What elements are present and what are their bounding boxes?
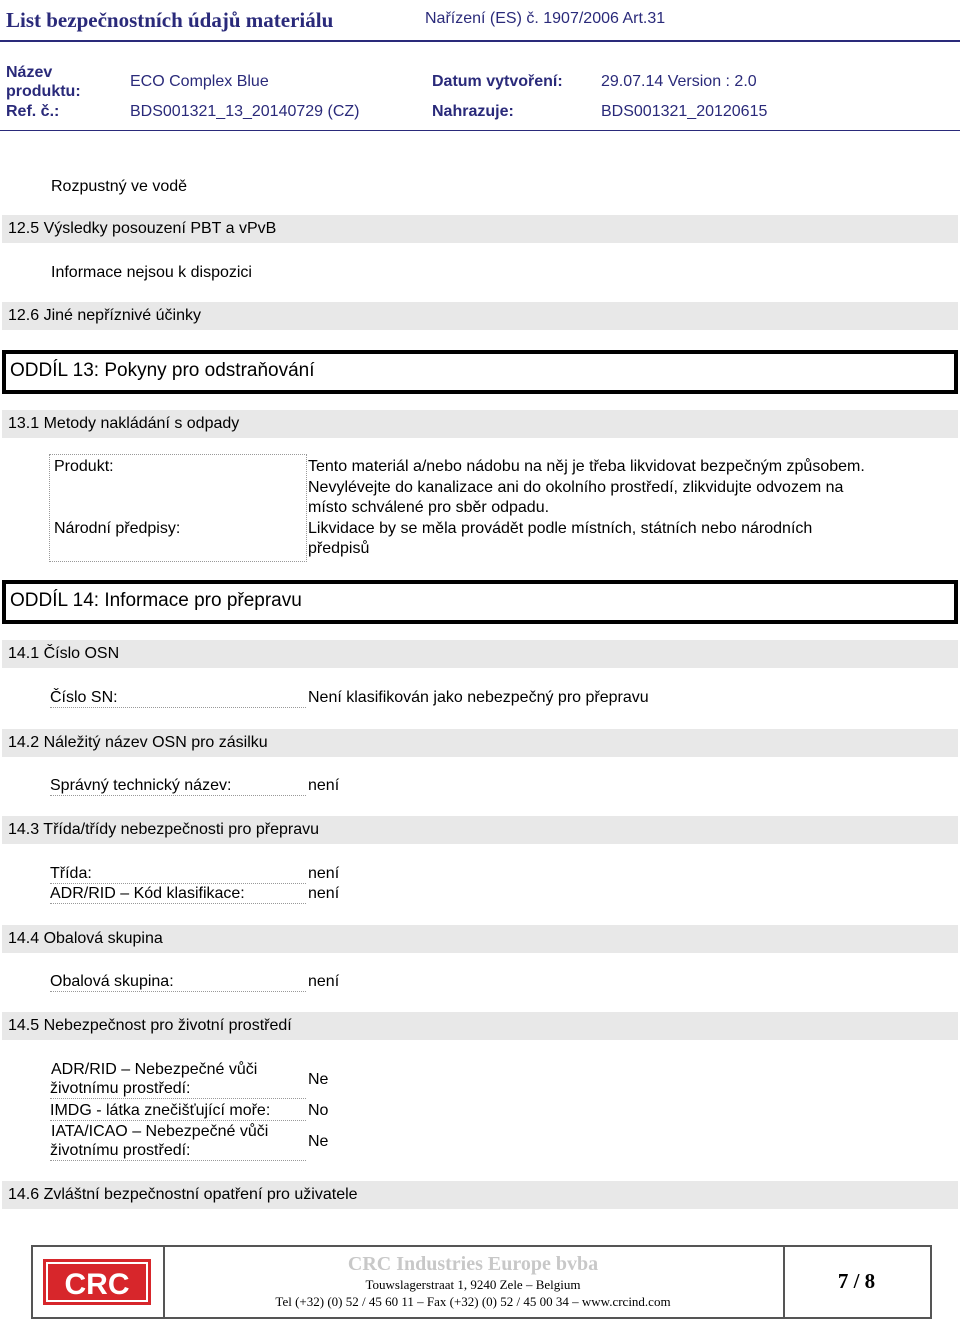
crc-logo <box>33 1247 163 1317</box>
section-13-title: ODDÍL 13: Pokyny pro odstraňování <box>10 360 315 381</box>
section-13-box <box>2 350 958 394</box>
company-name: CRC Industries Europe bvba <box>347 1253 599 1275</box>
packing-group-label: Obalová skupina: <box>50 973 306 992</box>
subsection-12-6-heading: 12.6 Jiné nepříznivé účinky <box>8 307 201 324</box>
un-number-value: Není klasifikován jako nebezpečný pro přepravu <box>308 689 649 706</box>
product-text-line-1: Tento materiál a/nebo nádobu na něj je třeba likvidovat bezpečným způsobem. <box>308 458 865 475</box>
packing-group-value: není <box>308 973 340 990</box>
footer-logo-cell <box>33 1247 163 1317</box>
subsection-13-1-heading: 13.1 Metody nakládání s odpady <box>8 415 240 432</box>
adr-code-value: není <box>308 885 340 902</box>
product-label: Produkt: <box>54 458 114 475</box>
created-value: 29.07.14 Version : 2.0 <box>601 73 757 90</box>
un-number-label: Číslo SN: <box>50 689 306 708</box>
ref-label: Ref. č.: <box>6 103 60 120</box>
subsection-14-5-heading: 14.5 Nebezpečnost pro životní prostředí <box>8 1017 292 1034</box>
regulation-reference: Nařízení (ES) č. 1907/2006 Art.31 <box>425 10 666 27</box>
product-text-line-3: místo schválené pro sběr odpadu. <box>308 499 550 516</box>
adr-code-label: ADR/RID – Kód klasifikace: <box>50 885 306 904</box>
subsection-14-1-heading: 14.1 Číslo OSN <box>8 645 120 662</box>
subsection-14-1-bar <box>2 640 958 668</box>
adr-env-value: Ne <box>308 1071 329 1088</box>
section-14-title: ODDÍL 14: Informace pro přepravu <box>10 590 302 611</box>
product-name-label-line1: Název <box>6 64 53 81</box>
national-text-line-1: Likvidace by se měla provádět podle místních, státních nebo národních <box>308 520 813 537</box>
subsection-14-4-heading: 14.4 Obalová skupina <box>8 930 163 947</box>
pbt-text: Informace nejsou k dispozici <box>51 264 252 281</box>
replaces-value: BDS001321_20120615 <box>601 103 768 120</box>
subsection-14-3-bar <box>2 816 958 844</box>
document-title: List bezpečnostních údajů materiálu <box>6 8 334 32</box>
subsection-12-5-bar <box>2 215 958 243</box>
subsection-14-2-bar <box>2 729 958 757</box>
class-label: Třída: <box>50 865 306 884</box>
replaces-label: Nahrazuje: <box>432 103 514 120</box>
header-divider <box>0 40 960 42</box>
iata-label-line1: IATA/ICAO – Nebezpečné vůči <box>51 1123 269 1140</box>
adr-env-label-line2: životnímu prostředí: <box>50 1080 306 1099</box>
header-bottom-divider <box>0 130 960 131</box>
shipping-name-value: není <box>308 777 340 794</box>
product-name-value: ECO Complex Blue <box>130 73 269 90</box>
ref-value: BDS001321_13_20140729 (CZ) <box>130 103 360 120</box>
national-text-line-2: předpisů <box>308 540 370 557</box>
section-14-box <box>2 580 958 624</box>
imdg-value: No <box>308 1102 329 1119</box>
subsection-14-2-heading: 14.2 Náležitý název OSN pro zásilku <box>8 734 268 751</box>
shipping-name-label: Správný technický název: <box>50 777 306 796</box>
imdg-label: IMDG - látka znečišťující moře: <box>50 1102 306 1121</box>
company-address: Touwslagerstraat 1, 9240 Zele – Belgium <box>365 1277 581 1292</box>
class-value: není <box>308 865 340 882</box>
crc-logo-text: CRC <box>64 1268 130 1301</box>
created-label: Datum vytvoření: <box>432 73 563 90</box>
iata-label-line2: životnímu prostředí: <box>50 1142 306 1161</box>
subsection-14-3-heading: 14.3 Třída/třídy nebezpečnosti pro přepravu <box>8 821 319 838</box>
subsection-12-5-heading: 12.5 Výsledky posouzení PBT a vPvB <box>8 220 277 237</box>
product-text-line-2: Nevylévejte do kanalizace ani do okolního prostředí, zlikvidujte odvozem na <box>308 479 844 496</box>
subsection-12-6-bar <box>2 302 958 330</box>
subsection-14-6-heading: 14.6 Zvláštní bezpečnostní opatření pro uživatele <box>8 1186 358 1203</box>
product-name-label-line2: produktu: <box>6 83 81 100</box>
national-regulations-label: Národní předpisy: <box>54 520 181 537</box>
subsection-14-6-bar <box>2 1181 958 1209</box>
subsection-14-5-bar <box>2 1012 958 1040</box>
page-footer <box>31 1245 932 1319</box>
subsection-13-1-bar <box>2 410 958 438</box>
soluble-text: Rozpustný ve vodě <box>51 178 188 195</box>
company-contact: Tel (+32) (0) 52 / 45 60 11 – Fax (+32) (0) 52 / 45 00 34 – www.crcind.com <box>275 1294 671 1309</box>
page-number: 7 / 8 <box>837 1269 876 1293</box>
adr-env-label-line1: ADR/RID – Nebezpečné vůči <box>51 1061 258 1078</box>
subsection-14-4-bar <box>2 925 958 953</box>
iata-value: Ne <box>308 1133 329 1150</box>
